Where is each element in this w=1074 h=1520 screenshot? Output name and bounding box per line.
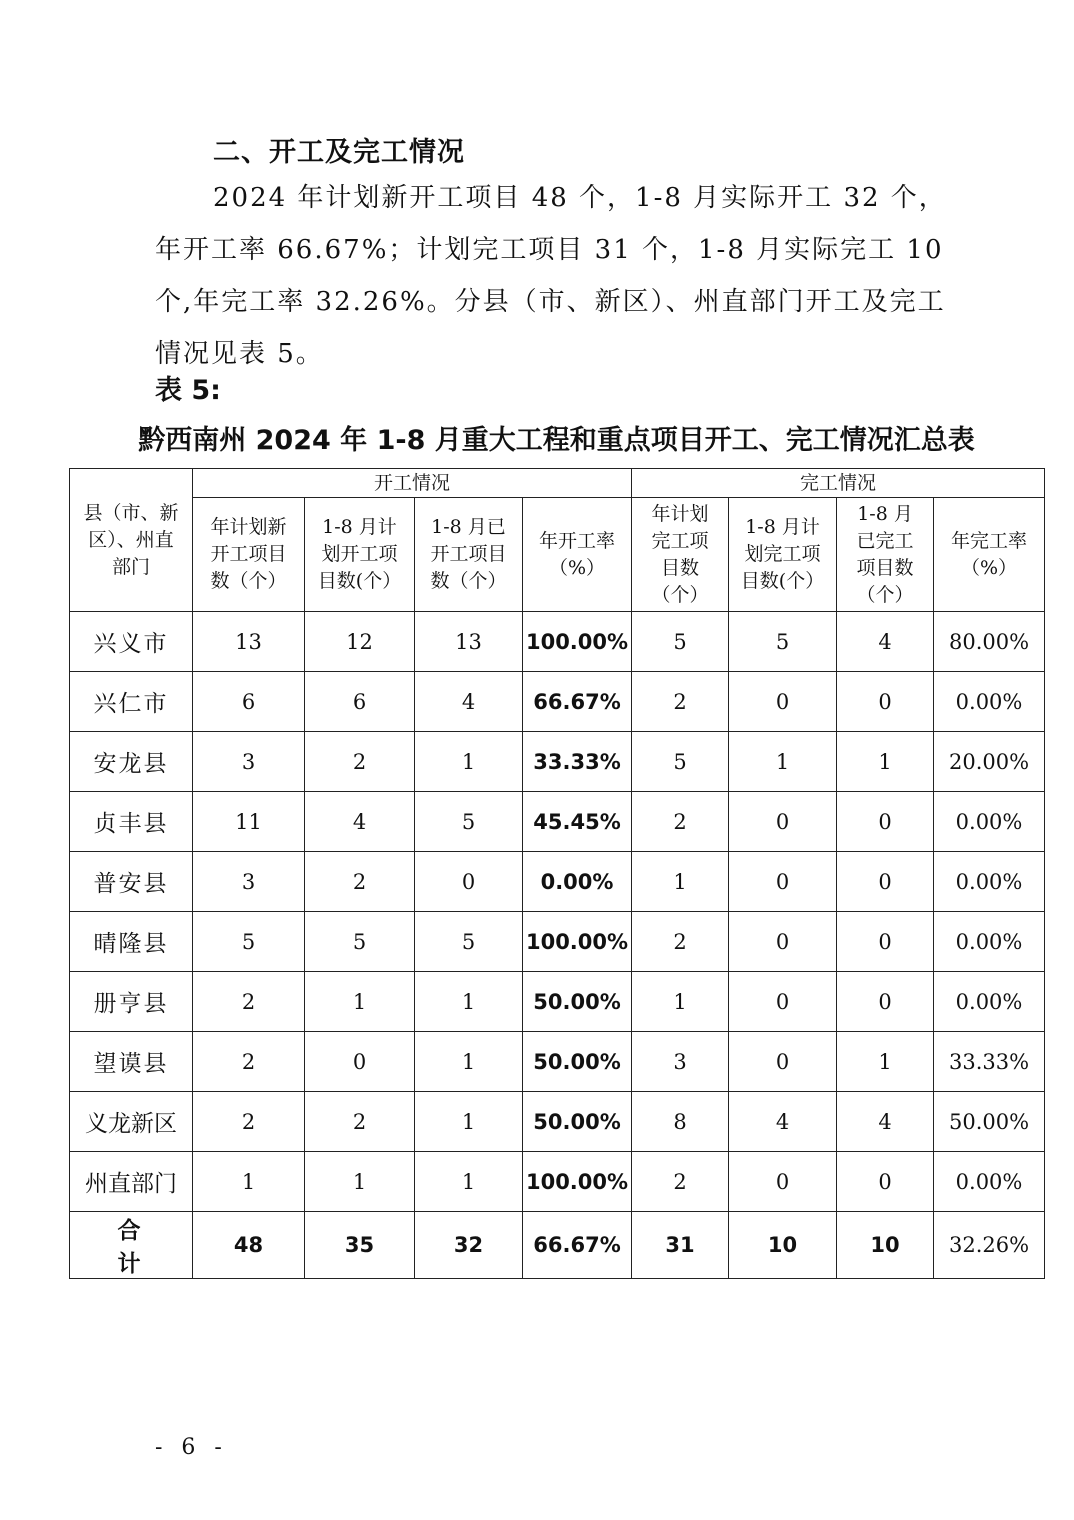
cell: 0 [837, 852, 934, 912]
column-header: 1-8 月计划完工项目数(个） [729, 498, 837, 612]
row-name: 册亨县 [70, 972, 193, 1032]
cell: 66.67% [523, 672, 632, 732]
cell: 0 [729, 912, 837, 972]
cell: 2 [305, 732, 415, 792]
header-column-row [70, 498, 1045, 612]
cell: 0.00% [934, 672, 1045, 732]
cell: 5 [415, 912, 523, 972]
cell: 0 [729, 792, 837, 852]
cell: 1 [305, 1152, 415, 1212]
cell: 5 [415, 792, 523, 852]
summary-table [69, 468, 1045, 1279]
total-cell: 31 [632, 1212, 729, 1279]
column-header: 1-8 月已开工项目数（个） [415, 498, 523, 612]
cell: 4 [415, 672, 523, 732]
cell: 5 [632, 732, 729, 792]
total-cell: 48 [193, 1212, 305, 1279]
total-cell: 32.26% [934, 1212, 1045, 1279]
table-row [70, 912, 1045, 972]
table-row [70, 792, 1045, 852]
cell: 0 [837, 672, 934, 732]
cell: 3 [193, 852, 305, 912]
cell: 0 [729, 852, 837, 912]
total-cell: 32 [415, 1212, 523, 1279]
cell: 0 [837, 1152, 934, 1212]
cell: 50.00% [523, 1032, 632, 1092]
cell: 12 [305, 612, 415, 672]
header-group-row [70, 469, 1045, 498]
cell: 0 [415, 852, 523, 912]
cell: 0.00% [523, 852, 632, 912]
cell: 80.00% [934, 612, 1045, 672]
cell: 0.00% [934, 792, 1045, 852]
cell: 2 [193, 972, 305, 1032]
row-name: 安龙县 [70, 732, 193, 792]
cell: 1 [415, 1092, 523, 1152]
row-name: 义龙新区 [70, 1092, 193, 1152]
cell: 2 [632, 672, 729, 732]
cell: 1 [415, 1032, 523, 1092]
cell: 2 [193, 1092, 305, 1152]
cell: 1 [632, 972, 729, 1032]
total-cell: 10 [837, 1212, 934, 1279]
cell: 1 [415, 1152, 523, 1212]
cell: 4 [305, 792, 415, 852]
cell: 4 [837, 1092, 934, 1152]
total-label: 合计 [70, 1212, 193, 1279]
cell: 0 [729, 1152, 837, 1212]
body-paragraph: 2024 年计划新开工项目 48 个，1-8 月实际开工 32 个，年开工率 66.67%；计划完工项目 31 个，1-8 月实际完工 10 个,年完工率 32.26%。分县（市、新区）、州直部门开工及完工情况见表 5。 [155, 183, 947, 369]
cell: 13 [415, 612, 523, 672]
table-row [70, 1032, 1045, 1092]
cell: 8 [632, 1092, 729, 1152]
page-number: - 6 - [155, 1435, 228, 1460]
row-name: 望谟县 [70, 1032, 193, 1092]
cell: 2 [193, 1032, 305, 1092]
cell: 33.33% [934, 1032, 1045, 1092]
row-name: 贞丰县 [70, 792, 193, 852]
start-group-header: 开工情况 [193, 469, 632, 498]
row-name: 普安县 [70, 852, 193, 912]
cell: 11 [193, 792, 305, 852]
cell: 4 [837, 612, 934, 672]
cell: 2 [305, 852, 415, 912]
cell: 1 [415, 732, 523, 792]
cell: 0.00% [934, 912, 1045, 972]
table-label: 表 5: [155, 375, 221, 406]
column-header: 1-8 月已完工项目数（个） [837, 498, 934, 612]
row-name: 晴隆县 [70, 912, 193, 972]
cell: 4 [729, 1092, 837, 1152]
total-row [70, 1212, 1045, 1279]
cell: 33.33% [523, 732, 632, 792]
cell: 2 [305, 1092, 415, 1152]
cell: 50.00% [523, 1092, 632, 1152]
cell: 45.45% [523, 792, 632, 852]
section-heading: 二、开工及完工情况 [213, 137, 465, 168]
region-header: 县（市、新区）、州直部门 [70, 469, 193, 612]
table-row [70, 612, 1045, 672]
cell: 2 [632, 1152, 729, 1212]
cell: 3 [632, 1032, 729, 1092]
table-row [70, 672, 1045, 732]
column-header: 年完工率（%） [934, 498, 1045, 612]
total-cell: 10 [729, 1212, 837, 1279]
cell: 5 [729, 612, 837, 672]
table-row [70, 732, 1045, 792]
cell: 6 [193, 672, 305, 732]
cell: 100.00% [523, 612, 632, 672]
total-cell: 66.67% [523, 1212, 632, 1279]
cell: 2 [632, 792, 729, 852]
table-row [70, 972, 1045, 1032]
cell: 5 [305, 912, 415, 972]
cell: 20.00% [934, 732, 1045, 792]
column-header: 年开工率（%） [523, 498, 632, 612]
cell: 0 [837, 972, 934, 1032]
cell: 3 [193, 732, 305, 792]
column-header: 1-8 月计划开工项目数(个） [305, 498, 415, 612]
cell: 0 [837, 792, 934, 852]
cell: 0.00% [934, 1152, 1045, 1212]
cell: 0.00% [934, 852, 1045, 912]
table-row [70, 1092, 1045, 1152]
cell: 0 [729, 672, 837, 732]
cell: 1 [837, 732, 934, 792]
cell: 1 [415, 972, 523, 1032]
complete-group-header: 完工情况 [632, 469, 1045, 498]
cell: 50.00% [934, 1092, 1045, 1152]
cell: 5 [632, 612, 729, 672]
row-name: 州直部门 [70, 1152, 193, 1212]
cell: 1 [193, 1152, 305, 1212]
table-title: 黔西南州 2024 年 1-8 月重大工程和重点项目开工、完工情况汇总表 [138, 425, 975, 456]
column-header: 年计划完工项目数（个） [632, 498, 729, 612]
cell: 1 [305, 972, 415, 1032]
cell: 50.00% [523, 972, 632, 1032]
cell: 1 [632, 852, 729, 912]
row-name: 兴义市 [70, 612, 193, 672]
cell: 1 [837, 1032, 934, 1092]
cell: 0 [837, 912, 934, 972]
cell: 6 [305, 672, 415, 732]
table-row [70, 852, 1045, 912]
cell: 0 [729, 1032, 837, 1092]
cell: 0 [305, 1032, 415, 1092]
cell: 5 [193, 912, 305, 972]
total-cell: 35 [305, 1212, 415, 1279]
column-header: 年计划新开工项目数（个） [193, 498, 305, 612]
cell: 0.00% [934, 972, 1045, 1032]
cell: 1 [729, 732, 837, 792]
cell: 13 [193, 612, 305, 672]
cell: 0 [729, 972, 837, 1032]
cell: 100.00% [523, 912, 632, 972]
row-name: 兴仁市 [70, 672, 193, 732]
table-row [70, 1152, 1045, 1212]
cell: 100.00% [523, 1152, 632, 1212]
cell: 2 [632, 912, 729, 972]
